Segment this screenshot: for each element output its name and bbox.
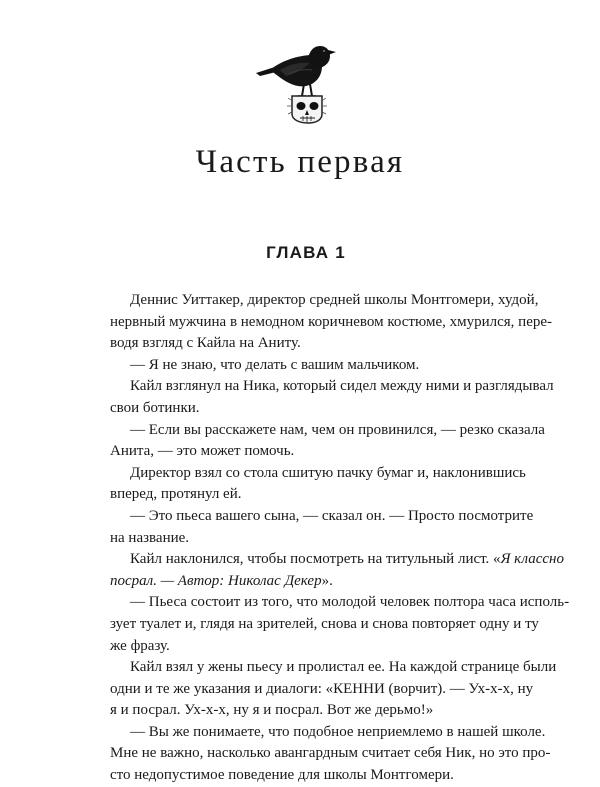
paragraph [110, 463, 526, 506]
raven-on-skull-icon [248, 36, 348, 126]
paragraph [110, 290, 553, 355]
text-line: Кайл взял у жены пьесу и пролистал ее. На каждой странице были [130, 659, 557, 676]
play-title-italic: посрал. — Автор: Николас Декер [110, 572, 322, 589]
text-line [110, 549, 564, 571]
paragraph [110, 549, 564, 592]
text-line: — Это пьеса вашего сына, — сказал он. — Просто посмотрите [130, 507, 534, 524]
text-line: — Я не знаю, что делать с вашим мальчиком. [130, 356, 420, 373]
text-run: ». [321, 572, 333, 589]
text-line: водя взгляд с Кайла на Аниту. [110, 335, 301, 352]
text-line [110, 571, 504, 593]
text-line: — Вы же понимаете, что подобное неприемлемо в нашей школе. [130, 723, 546, 740]
text-line: — Если вы расскажете нам, чем он провинился, — резко сказала [130, 421, 545, 438]
text-line: Кайл взглянул на Ника, который сидел между ними и разглядывал [130, 378, 554, 395]
paragraph [110, 506, 534, 549]
text-line: сто недопустимое поведение для школы Монтгомери. [110, 767, 454, 784]
paragraph [110, 420, 545, 463]
paragraph [110, 376, 554, 419]
chapter-text [110, 290, 570, 787]
text-run: Кайл наклонился, чтобы посмотреть на титульный лист. « [130, 551, 501, 568]
part-title: Часть первая [195, 144, 405, 180]
text-line: свои ботинки. [110, 399, 200, 416]
play-title-italic: Я классно [500, 551, 564, 568]
paragraph [110, 722, 551, 787]
text-line: Мне не важно, насколько авангардным считает себя Ник, но это про- [110, 745, 551, 762]
text-line: Директор взял со стола сшитую пачку бумаг и, наклонившись [130, 464, 526, 481]
text-line: вперед, протянул ей. [110, 486, 242, 503]
text-line: на название. [110, 529, 190, 546]
text-line: зует туалет и, глядя на зрителей, снова и снова повторяет одну и ту [110, 615, 539, 632]
text-line: нервный мужчина в немодном коричневом костюме, хмурился, пере- [110, 313, 553, 330]
text-line: я и посрал. Ух-х-х, ну я и посрал. Вот же дерьмо!» [110, 702, 434, 719]
paragraph [110, 355, 504, 377]
text-line: — Пьеса состоит из того, что молодой человек полтора часа исполь- [130, 594, 570, 611]
text-line: Деннис Уиттакер, директор средней школы Монтгомери, худой, [130, 292, 539, 308]
text-line: одни и те же указания и диалоги: «КЕННИ (ворчит). — Ух-х-х, ну [110, 680, 534, 697]
text-line: же фразу. [110, 637, 170, 654]
paragraph [110, 592, 570, 657]
chapter-title: ГЛАВА 1 [266, 243, 346, 262]
text-line: Анита, — это может помочь. [110, 443, 295, 460]
paragraph [110, 657, 557, 722]
